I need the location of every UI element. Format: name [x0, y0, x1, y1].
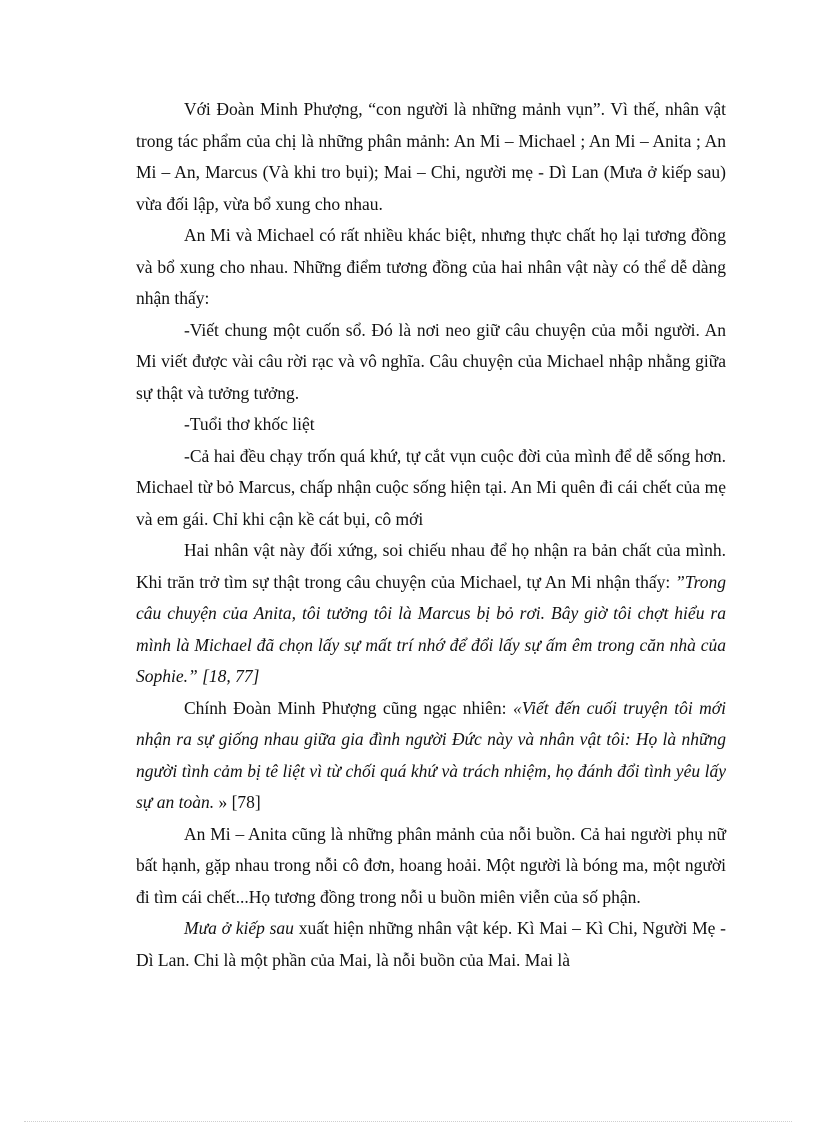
- paragraph-4: [136, 409, 726, 441]
- paragraph-3-text: -Viết chung một cuốn sổ. Đó là nơi neo giữ câu chuyện của mỗi người. An Mi viết được vài câu rời rạc và vô nghĩa. Câu chuyện của Michael nhập nhằng giữa sự thật và tưởng tưởng.: [136, 319, 726, 403]
- paragraph-7-text: Chính Đoàn Minh Phượng cũng ngạc nhiên:: [184, 697, 513, 718]
- paragraph-5-text: -Cả hai đều chạy trốn quá khứ, tự cắt vụn cuộc đời của mình để dễ sống hơn. Michael từ bỏ Marcus, chấp nhận cuộc sống hiện tại. An Mi quên đi cái chết của mẹ và em gái. Chỉ khi cận kề cát bụi, cô mới: [136, 445, 726, 529]
- paragraph-6-text: Hai nhân vật này đối xứng, soi chiếu nhau để họ nhận ra bản chất của mình. Khi trăn trở tìm sự thật trong câu chuyện của Michael, tự An Mi nhận thấy:: [136, 540, 726, 592]
- paragraph-8: [136, 819, 726, 914]
- body-text: [136, 94, 726, 976]
- paragraph-9-book-title: Mưa ở kiếp sau: [184, 918, 294, 938]
- paragraph-3: [136, 315, 726, 410]
- paragraph-7-citation: » [78]: [214, 792, 261, 812]
- page-bottom-divider: [24, 1121, 792, 1122]
- paragraph-7: [136, 693, 726, 819]
- paragraph-8-text: An Mi – Anita cũng là những phân mảnh của nỗi buồn. Cả hai người phụ nữ bất hạnh, gặp nhau trong nỗi cô đơn, hoang hoải. Một người là bóng ma, một người đi tìm cái chết...Họ tương đồng trong nỗi u buồn miên viễn của số phận.: [136, 823, 726, 907]
- paragraph-9-text: xuất hiện những nhân vật kép. Kì Mai – Kì Chi, Người Mẹ - Dì Lan. Chi là một phần của Mai, là nỗi buồn của Mai. Mai là: [136, 918, 727, 970]
- paragraph-6-quote: ”Trong câu chuyện của Anita, tôi tưởng tôi là Marcus bị bỏ rơi. Bây giờ tôi chợt hiểu ra mình là Michael đã chọn lấy sự mất trí nhớ để đổi lấy sự ấm êm trong căn nhà của Sophie.” [18, 77]: [136, 571, 726, 686]
- paragraph-4-text: -Tuổi thơ khốc liệt: [184, 414, 315, 434]
- paragraph-9: [136, 913, 726, 976]
- paragraph-2-text: An Mi và Michael có rất nhiều khác biệt, nhưng thực chất họ lại tương đồng và bổ xung cho nhau. Những điểm tương đồng của hai nhân vật này có thể dễ dàng nhận thấy:: [136, 225, 726, 308]
- paragraph-1: [136, 94, 726, 220]
- paragraph-6: [136, 535, 726, 693]
- paragraph-2: [136, 220, 726, 315]
- paragraph-1-text: Với Đoàn Minh Phượng, “con người là những mảnh vụn”. Vì thế, nhân vật trong tác phẩm của chị là những phân mảnh: An Mi – Michael ; An Mi – Anita ; An Mi – An, Marcus (Và khi tro bụi); Mai – Chi, người mẹ - Dì Lan (Mưa ở kiếp sau) vừa đối lập, vừa bổ xung cho nhau.: [136, 99, 726, 214]
- paragraph-7-quote: «Viết đến cuối truyện tôi mới nhận ra sự giống nhau giữa gia đình người Đức này và nhân vật tôi: Họ là những người tình cảm bị tê liệt vì từ chối quá khứ và trách nhiệm, họ đánh đổi tình yêu lấy sự an toàn.: [136, 697, 726, 812]
- paragraph-5: [136, 441, 726, 536]
